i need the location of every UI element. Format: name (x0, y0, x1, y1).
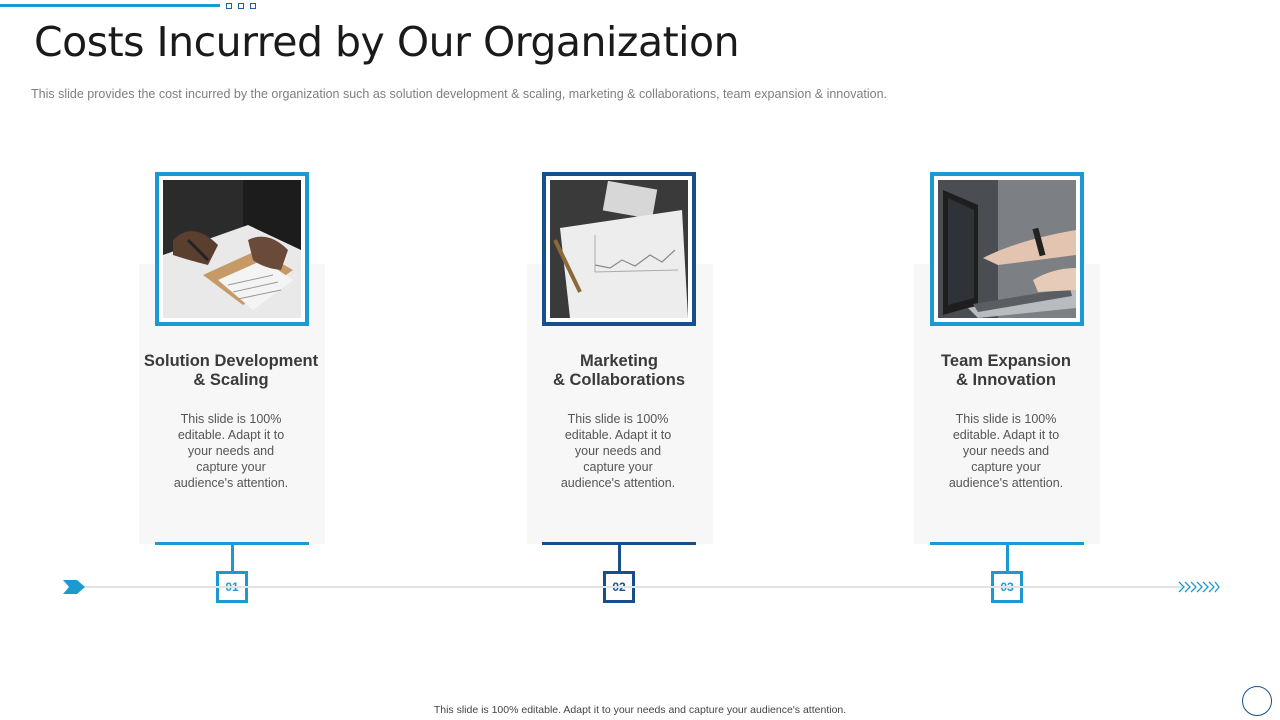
hands-drawing-plans-photo (163, 180, 301, 318)
image-frame-2 (542, 172, 696, 326)
connector-1 (231, 545, 234, 571)
card-text-3: This slide is 100% editable. Adapt it to your needs and capture your audience's attention. (948, 412, 1064, 490)
decor-dot-1 (226, 3, 232, 9)
footer-note: This slide is 100% editable. Adapt it to your needs and capture your audience's attention. (433, 704, 847, 716)
chart-paper-and-pen-photo (550, 180, 688, 318)
card-text-2: This slide is 100% editable. Adapt it to your needs and capture your audience's attention. (560, 412, 676, 490)
slide-subtitle: This slide provides the cost incurred by the organization such as solution development & scaling, marketing & collaborations, team expansion & innovation. (31, 87, 888, 101)
card-title-3: Team Expansion & Innovation (941, 352, 1071, 389)
image-frame-3 (930, 172, 1084, 326)
connector-2 (618, 545, 621, 571)
circle-button-icon[interactable] (1242, 686, 1272, 716)
connector-3 (1006, 545, 1009, 571)
hands-on-laptop-photo (938, 180, 1076, 318)
timeline-end-chevrons-icon (1178, 581, 1220, 593)
slide-title: Costs Incurred by Our Organization (34, 18, 740, 66)
card-title-1: Solution Development & Scaling (143, 352, 319, 389)
decor-dot-2 (238, 3, 244, 9)
top-accent-line (0, 4, 220, 7)
decor-dot-3 (250, 3, 256, 9)
timeline-line (78, 586, 1182, 588)
image-frame-1 (155, 172, 309, 326)
card-text-1: This slide is 100% editable. Adapt it to your needs and capture your audience's attention. (173, 412, 289, 490)
card-title-2: Marketing & Collaborations (552, 352, 685, 389)
timeline-start-arrow-icon (63, 580, 85, 594)
